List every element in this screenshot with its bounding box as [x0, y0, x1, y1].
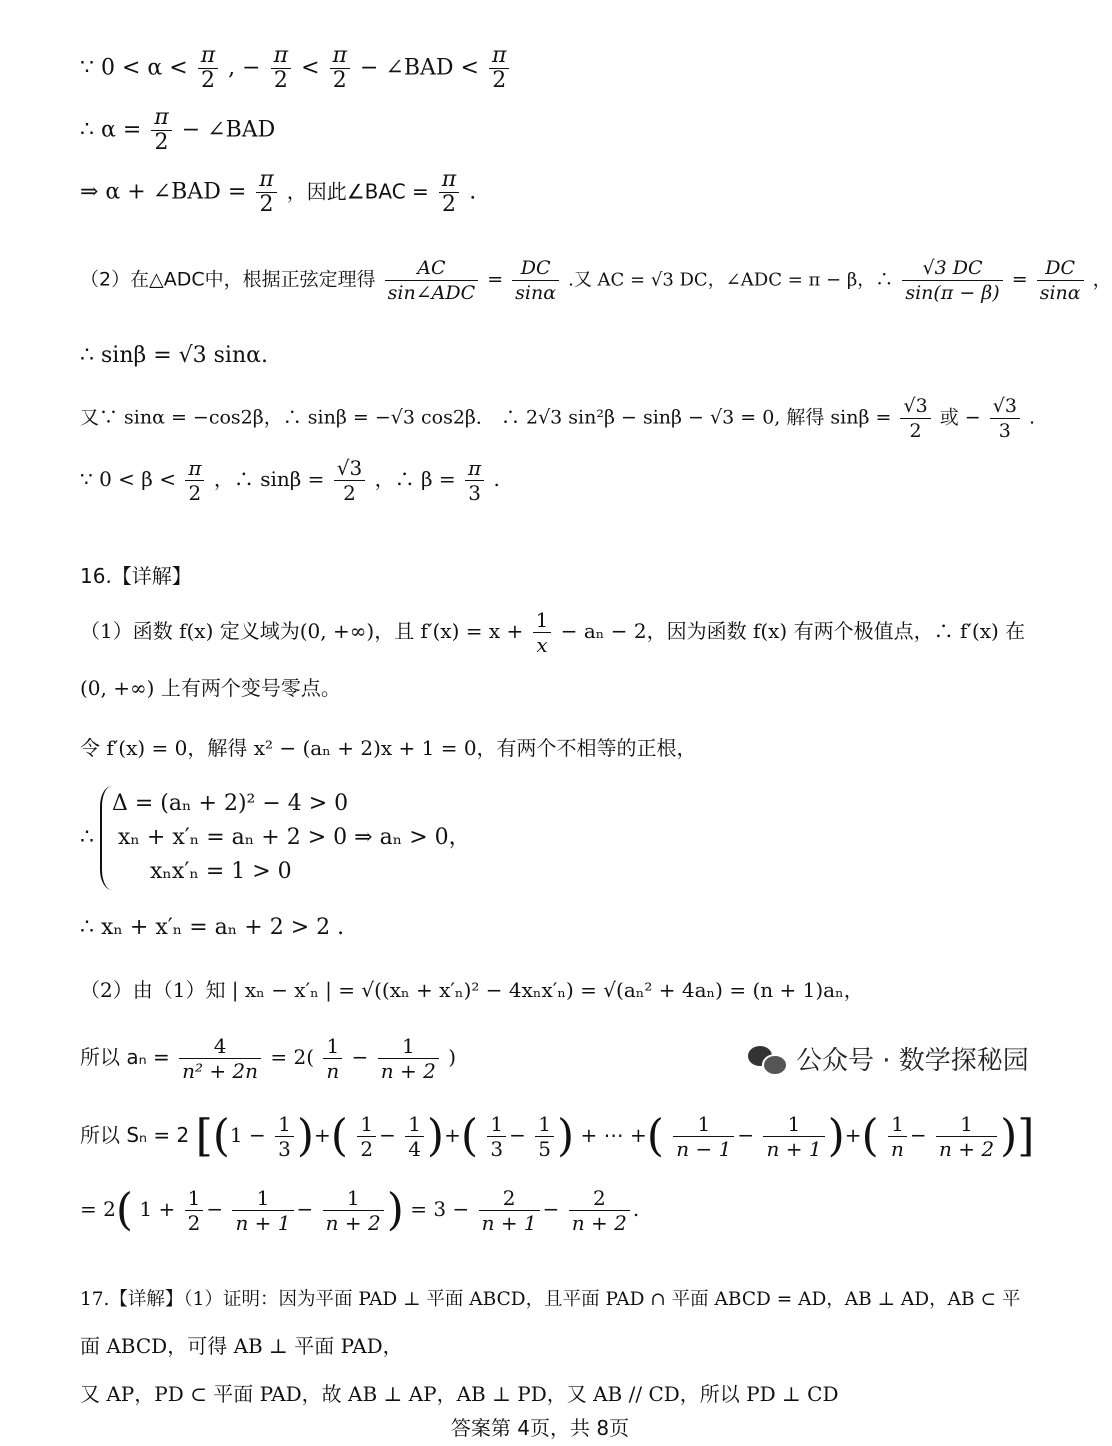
text: ∵ 0 < β <	[80, 467, 176, 491]
fraction: $\frac{AC}{\text{sin∠ADC}}$	[385, 256, 478, 305]
text: = 2	[80, 1197, 116, 1221]
text: ，因此∠BAC =	[286, 179, 429, 204]
text: .又 AC = √3 DC，∠ADC = π − β，∴	[568, 269, 894, 291]
fraction: $\frac{1}{n + 2}$	[323, 1186, 384, 1235]
fraction: $\frac{1}{n - 1}$	[673, 1112, 734, 1161]
fraction: $\frac{1}{3}$	[487, 1112, 506, 1161]
text: − ∠BAD	[181, 117, 276, 143]
fraction: $\frac{√3}{2}$	[334, 456, 365, 505]
system-row-1: Δ = (aₙ + 2)² − 4 > 0	[112, 791, 349, 816]
text: ，∴ β =	[374, 467, 456, 491]
fraction: $\frac{1}{n + 2}$	[936, 1112, 997, 1161]
system-therefore: ∴	[80, 825, 94, 850]
fraction: $\frac{1}{5}$	[535, 1112, 554, 1161]
line-5	[80, 342, 268, 370]
fraction: $\frac{2}{n + 2}$	[569, 1186, 630, 1235]
text: （1）函数 f(x) 定义域为(0, +∞)，且 f′(x) = x +	[80, 619, 524, 643]
fraction: $\frac{√3}{3}$	[990, 394, 1020, 443]
fraction: $\frac{\pi}{2}$	[256, 168, 276, 217]
fraction: $\frac{√3}{2}$	[900, 394, 930, 443]
text: .	[493, 467, 500, 491]
fraction: $\frac{4}{\text{n² + 2n}}$	[179, 1034, 261, 1083]
text: .	[469, 179, 477, 205]
q17-line-2: 面 ABCD，可得 AB ⊥ 平面 PAD，	[80, 1334, 403, 1358]
line-1	[80, 44, 512, 93]
line-4	[80, 256, 1112, 305]
text: .	[1029, 406, 1036, 429]
fraction: $\frac{\pi}{2}$	[151, 106, 171, 155]
line-3	[80, 168, 476, 217]
watermark-text: 公众号 · 数学探秘园	[796, 1046, 1029, 1076]
watermark	[748, 1040, 1029, 1077]
fraction: $\frac{\pi}{2}$	[185, 456, 204, 505]
fraction: $\frac{1}{n}$	[323, 1034, 342, 1083]
text: , −	[228, 55, 261, 81]
fraction: $\frac{1}{n}$	[888, 1112, 907, 1161]
fraction: $\frac{1}{x}$	[533, 608, 552, 657]
fraction: $\frac{\pi}{3}$	[465, 456, 484, 505]
q16-line-7: 所以 Sₙ = 2 [(1 − $\frac{1}{3}$ )+( $\frac{1}{2}$ − $\frac{1}{4}$ )+( $\frac{1}{3}$ − $\frac{1}{5}$ ) + ⋯ +( $\frac{1}{n - 1}$ − $\frac{1}{n + 1}$ )+( $\frac{1}{n}$ − $\frac{1}{n + 2}$ )]	[80, 1110, 1035, 1162]
text: 又∵ sinα = −cos2β，∴ sinβ = −√3 cos2β． ∴ 2√3 sin²β − sinβ − √3 = 0, 解得 sinβ =	[80, 406, 892, 429]
line-7	[80, 456, 500, 505]
text: )	[448, 1045, 457, 1069]
text: ∵ 0 < α <	[80, 55, 188, 81]
text: − aₙ − 2，因为函数 f(x) 有两个极值点，∴ f′(x) 在	[560, 619, 1026, 643]
fraction: $\frac{2}{n + 1}$	[479, 1186, 540, 1235]
fraction: $\frac{DC}{\sin\alpha}$	[512, 256, 559, 305]
text: = 2(	[270, 1045, 315, 1069]
fraction: $\frac{1}{2}$	[185, 1186, 204, 1235]
text: =	[487, 268, 504, 291]
text: −	[351, 1045, 369, 1069]
page-footer: 答案第 4页，共 8页	[450, 1416, 630, 1440]
text: ，	[1092, 268, 1112, 291]
q16-line-3: 令 f′(x) = 0，解得 x² − (aₙ + 2)x + 1 = 0，有两个不相等的正根，	[80, 736, 697, 760]
q16-line-2: (0, +∞) 上有两个变号零点。	[80, 676, 341, 700]
fraction: $\frac{DC}{\sin\alpha}$	[1037, 256, 1084, 305]
text: − ∠BAD <	[359, 55, 479, 81]
fraction: $\frac{1}{n + 2}$	[378, 1034, 439, 1083]
fraction: $\frac{1}{4}$	[405, 1112, 424, 1161]
fraction: $\frac{1}{n + 1}$	[763, 1112, 824, 1161]
text: ⇒ α + ∠BAD =	[80, 179, 247, 205]
q16-line-6	[80, 1034, 456, 1083]
text: 所以 Sₙ = 2	[80, 1123, 190, 1147]
text: + ⋯ +	[580, 1123, 647, 1147]
line-6	[80, 394, 1035, 443]
question-16-heading: 16.【详解】	[80, 564, 192, 588]
text: ，∴ sinβ =	[213, 467, 325, 491]
text: ∴ α =	[80, 117, 142, 143]
fraction: $\frac{\pi}{2}$	[271, 44, 291, 93]
fraction: $\frac{\pi}{2}$	[198, 44, 218, 93]
fraction: $\frac{1}{3}$	[275, 1112, 294, 1161]
fraction: $\frac{√3 DC}{\sin(\pi - \beta)}$	[902, 256, 1002, 305]
text: 或 −	[939, 406, 981, 429]
q17-line-1: 17.【详解】（1）证明：因为平面 PAD ⊥ 平面 ABCD，且平面 PAD ∩ 平面 ABCD = AD，AB ⊥ AD，AB ⊂ 平	[80, 1289, 1021, 1310]
system-row-3: xₙx′ₙ = 1 > 0	[150, 859, 292, 884]
q16-line-4: ∴ xₙ + x′ₙ = aₙ + 2 > 2 .	[80, 915, 345, 940]
text: （2）在△ADC中，根据正弦定理得	[80, 268, 376, 291]
fraction: $\frac{\pi}{2}$	[489, 44, 509, 93]
text: 1 +	[139, 1197, 176, 1221]
line-2	[80, 106, 275, 155]
q16-line-5: （2）由（1）知 | xₙ − x′ₙ | = √((xₙ + x′ₙ)² − 4xₙx′ₙ) = √(aₙ² + 4aₙ) = (n + 1)aₙ，	[80, 978, 864, 1002]
fraction: $\frac{\pi}{2}$	[439, 168, 459, 217]
q16-line-8: = 2( 1 + $\frac{1}{2}$ − $\frac{1}{n + 1}$ − $\frac{1}{n + 2}$ ) = 3 − $\frac{2}{n + 1}$ − $\frac{2}{n + 2}$ .	[80, 1184, 640, 1236]
q16-line-1	[80, 608, 1025, 657]
fraction: $\frac{\pi}{2}$	[330, 44, 350, 93]
fraction: $\frac{1}{n + 1}$	[232, 1186, 293, 1235]
system-row-2: xₙ + x′ₙ = aₙ + 2 > 0 ⇒ aₙ > 0，	[118, 825, 471, 850]
text: 所以 aₙ =	[80, 1045, 170, 1069]
q17-line-3: 又 AP，PD ⊂ 平面 PAD，故 AB ⊥ AP，AB ⊥ PD，又 AB // CD，所以 PD ⊥ CD	[80, 1382, 839, 1406]
text: =	[1011, 268, 1028, 291]
fraction: $\frac{1}{2}$	[357, 1112, 376, 1161]
wechat-icon	[748, 1044, 786, 1074]
text: <	[301, 55, 320, 81]
text: ∴ sinβ = √3 sinα.	[80, 343, 268, 368]
text: = 3 −	[410, 1197, 470, 1221]
